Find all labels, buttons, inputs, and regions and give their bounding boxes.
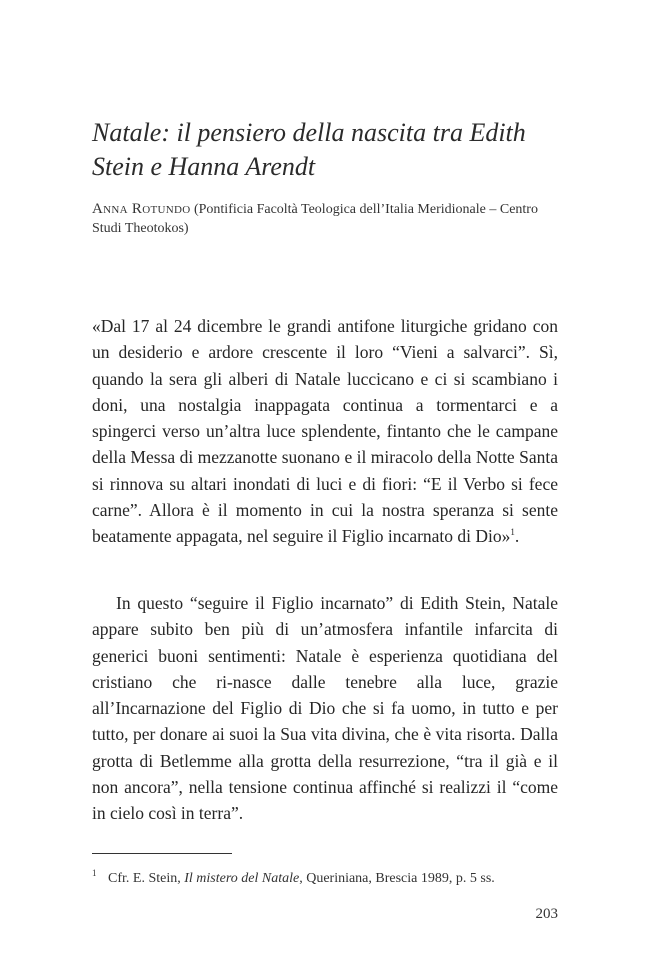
paragraph-1-text: «Dal 17 al 24 dicembre le grandi antifone liturgiche gridano con un desiderio e ardore crescente il loro “Vieni a salvarci”. Sì, quando la sera gli alberi di Natale luccicano e ci si scambiano i doni, una nostalgia inappagata continua a tormentarci e a spingerci verso un’altra luce splendente, fintanto che le campane della Messa di mezzanotte suonano e il miracolo della Notte Santa si rinnova su altari inondati di luci e di fiori: “E il Verbo si fece carne”. Allora è il momento in cui la nostra speranza si sente beatamente appagata, nel seguire il Figlio incarnato di Dio»: [92, 316, 558, 547]
page-number: 203: [535, 906, 558, 922]
footnote-book-title: Il mistero del Natale: [184, 871, 300, 886]
body-paragraph-1: [92, 313, 558, 550]
footnote-reference[interactable]: 1: [510, 527, 515, 538]
footnote-divider: [92, 853, 232, 854]
body-paragraph-2: In questo “seguire il Figlio incarnato” di Edith Stein, Natale appare subito ben più di un’atmosfera infantile infarcita di generici buoni sentimenti: Natale è esperienza quotidiana del cristiano che ri-nasce dalle tenebre alla luce, grazie all’Incarnazione del Figlio di Dio che si fa uomo, in tutto e per tutto, per donare ai suoi la Sua vita divina, che è vita risorta. Dalla grotta di Betlemme alla grotta della resurrezione, “tra il già e il non ancora”, nella tensione continua affinché si realizzi il “come in cielo così in terra”.: [92, 593, 558, 824]
author-affiliation: (Pontificia Facoltà Teologica dell’Italia Meridionale – Centro Studi Theotokos): [92, 202, 538, 236]
footnote-prefix: Cfr. E. Stein,: [108, 871, 181, 886]
footnote-suffix: , Queriniana, Brescia 1989, p. 5 ss.: [299, 871, 495, 886]
author-name: Anna Rotundo: [92, 201, 191, 217]
byline: [92, 200, 562, 238]
footnote-number: 1: [92, 868, 97, 879]
article-title: Natale: il pensiero della nascita tra Edith Stein e Hanna Arendt: [92, 118, 526, 181]
footnote: [92, 870, 562, 888]
paragraph-1-end: .: [514, 526, 520, 547]
